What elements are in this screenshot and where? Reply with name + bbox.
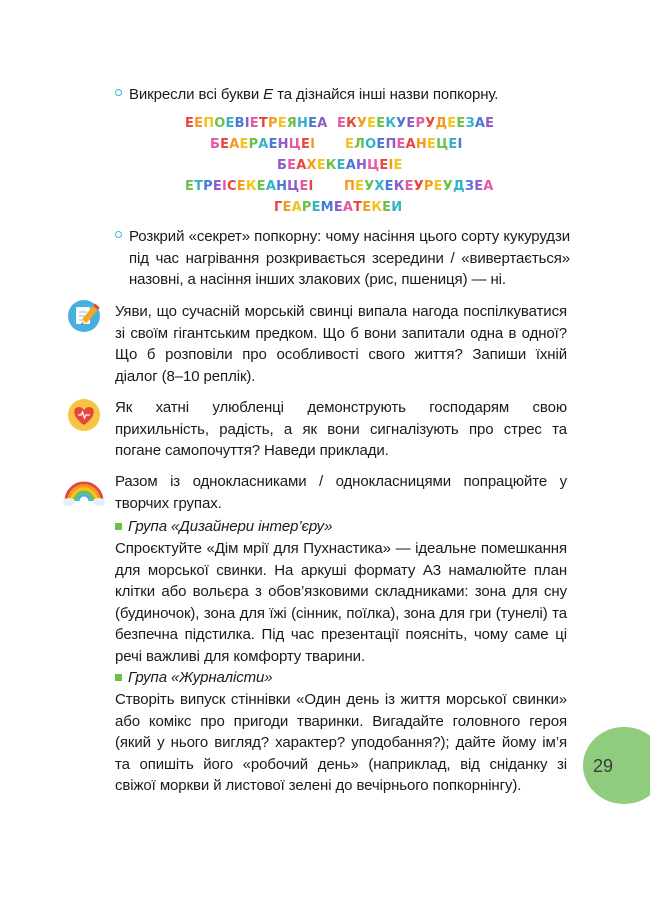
pencil-note-icon — [64, 296, 104, 336]
task-groups-intro: Разом із однокласниками / однокласницями попрацюйте у творчих групах. — [115, 473, 567, 512]
puzzle-word: БЕАХЕКЕАНЦЕІЕ — [277, 158, 403, 173]
puzzle-word: ЕКУЕЕКУЕРУДЕЕЗАЕ — [337, 116, 495, 131]
task-dialog: Уяви, що сучасній морській свинці випала нагода поспілкуватися зі своїм гігантським предком. Що б вони запитали одна в одної? Що б розповіли про особливості свого життя? Запиши їхній діалог (8–10 реплік). — [115, 303, 567, 385]
puzzle-word: БЕАЕРАЕНЦЕІ — [210, 137, 316, 152]
group-design-title: Група «Дизайнери інтер’єру» — [115, 516, 567, 538]
task-bullet-1 — [115, 84, 570, 106]
group-journalists-text: Створіть випуск стіннівки «Один день із життя морської свинки» або комікс про пригоди тваринки. Вигадайте головного героя (який у нього вигляд? характер? уподобання?); дайте йому ім’я та опишіть його «робочий день» (наприклад, від сніданку зі свіжої моркви й листової зелені до вечірнього попкорнінгу). — [115, 691, 567, 794]
bullet-circle-icon — [115, 89, 122, 96]
puzzle-word: ЕЕПОЕВІЕТРЕЯНЕА — [185, 116, 328, 131]
bullet-circle-icon — [115, 231, 122, 238]
heart-icon — [64, 395, 104, 435]
task-pets: Як хатні улюбленці демонструють господарям свою прихильність, радість, а як вони сигналізують про стрес та погане самопочуття? Наведи приклади. — [115, 399, 567, 459]
green-square-icon — [115, 523, 122, 530]
bullet-text-2: Розкрий «секрет» попкорну: чому насіння цього сорту кукурудзи під час нагрівання розкривається зсередини / «вивертається» назовні, а насіння інших злакових (рис, пшениця) — ні. — [129, 228, 570, 288]
puzzle-word: ЕЛОЕПЕАНЕЦЕІ — [345, 137, 463, 152]
rainbow-icon — [62, 473, 106, 513]
puzzle-word: ПЕУХЕКЕУРЕУДЗЕА — [344, 179, 494, 194]
page-number: 29 — [593, 756, 614, 776]
puzzle-word: ЕТРЕІСЕКЕАНЦЕІ — [185, 179, 314, 194]
group-design-text: Спроєктуйте «Дім мрії для Пухнастика» — ідеальне помешкання для морської свинки. На аркуші формату А3 намалюйте план клітки або вольєра з обов’язковими складниками: зона для сну (будиночок), зона для їжі (сінник, поїлка), зона для гри (тунелі) та безпечна підстилка. Під час презентації поясніть, чому саме ці речі важливі для комфорту тварини. — [115, 540, 567, 665]
task-bullet-2 — [115, 226, 570, 291]
page-number-badge — [583, 727, 650, 804]
group-journalists-title: Група «Журналісти» — [115, 667, 567, 689]
puzzle-word: ГЕАРЕМЕАТЕКЕИ — [274, 200, 403, 215]
bullet-text-1: Викресли всі букви Е та дізнайся інші назви попкорну. — [129, 86, 499, 103]
green-square-icon — [115, 674, 122, 681]
